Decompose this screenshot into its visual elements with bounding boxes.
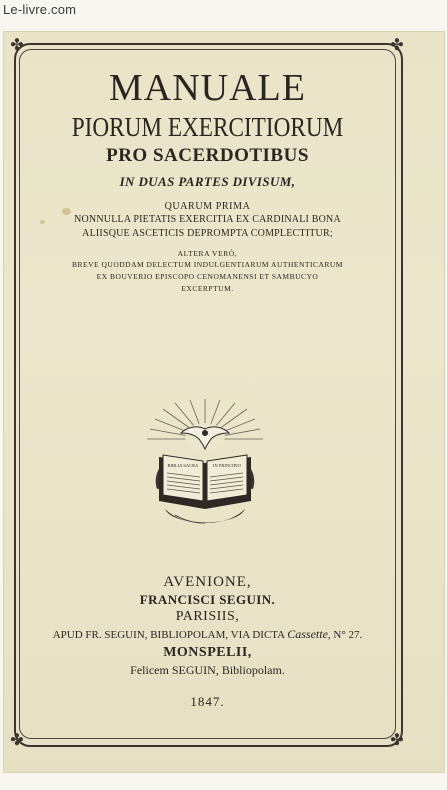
description-line: NONNULLA PIETATIS EXERCITIA EX CARDINALI BONA <box>74 214 341 225</box>
imprint-city: AVENIONE, <box>163 574 252 590</box>
title-block <box>16 68 399 295</box>
imprint-address-street: Cassette <box>287 627 328 641</box>
description-line: ALTERA VERÒ, <box>177 249 238 258</box>
book-left-page-text: BIBLIA SACRA <box>167 463 199 468</box>
imprint-printer: FRANCISCI SEGUIN. <box>139 592 276 607</box>
imprint-block <box>16 573 399 710</box>
description-line: ALIISQUE ASCETICIS DEPROMPTA COMPLECTITUR; <box>82 228 333 239</box>
imprint-city: MONSPELII, <box>163 645 252 660</box>
title-page <box>4 32 444 772</box>
description-line: QUARUM PRIMA <box>164 201 251 212</box>
imprint-address <box>16 625 399 644</box>
imprint-address-number: , N° 27. <box>327 629 363 641</box>
corner-ornament-icon: ✤ <box>10 732 24 749</box>
imprint-address-prefix: APUD FR. SEGUIN, BIBLIOPOLAM, VIA DICTA <box>52 629 285 641</box>
open-book-with-dove-icon <box>145 397 265 532</box>
imprint-printer: Felicem SEGUIN, Bibliopolam. <box>130 663 285 677</box>
description-line: EX BOUVERIO EPISCOPO CENOMANENSI ET SAMBUCYO <box>96 272 319 281</box>
subtitle-division: IN DUAS PARTES DIVISUM, <box>119 174 296 189</box>
corner-ornament-icon: ✤ <box>390 732 404 749</box>
description-line: BREVE QUODDAM DELECTUM INDULGENTIARUM AUTHENTICARUM <box>72 260 343 269</box>
main-title: MANUALE <box>109 67 306 109</box>
imprint-city: PARISIIS, <box>175 609 240 624</box>
site-watermark: Le-livre.com <box>3 2 77 17</box>
subtitle-secondary: PRO SACERDOTIBUS <box>106 145 309 166</box>
book-right-page-text: IN PRINCIPIO <box>213 463 241 468</box>
publication-year: 1847. <box>190 694 225 709</box>
subtitle: PIORUM EXERCITIORUM <box>71 112 344 142</box>
description-line: EXCERPTUM. <box>181 284 234 293</box>
corner-ornament-icon: ✤ <box>10 37 24 54</box>
corner-ornament-icon: ✤ <box>390 37 404 54</box>
